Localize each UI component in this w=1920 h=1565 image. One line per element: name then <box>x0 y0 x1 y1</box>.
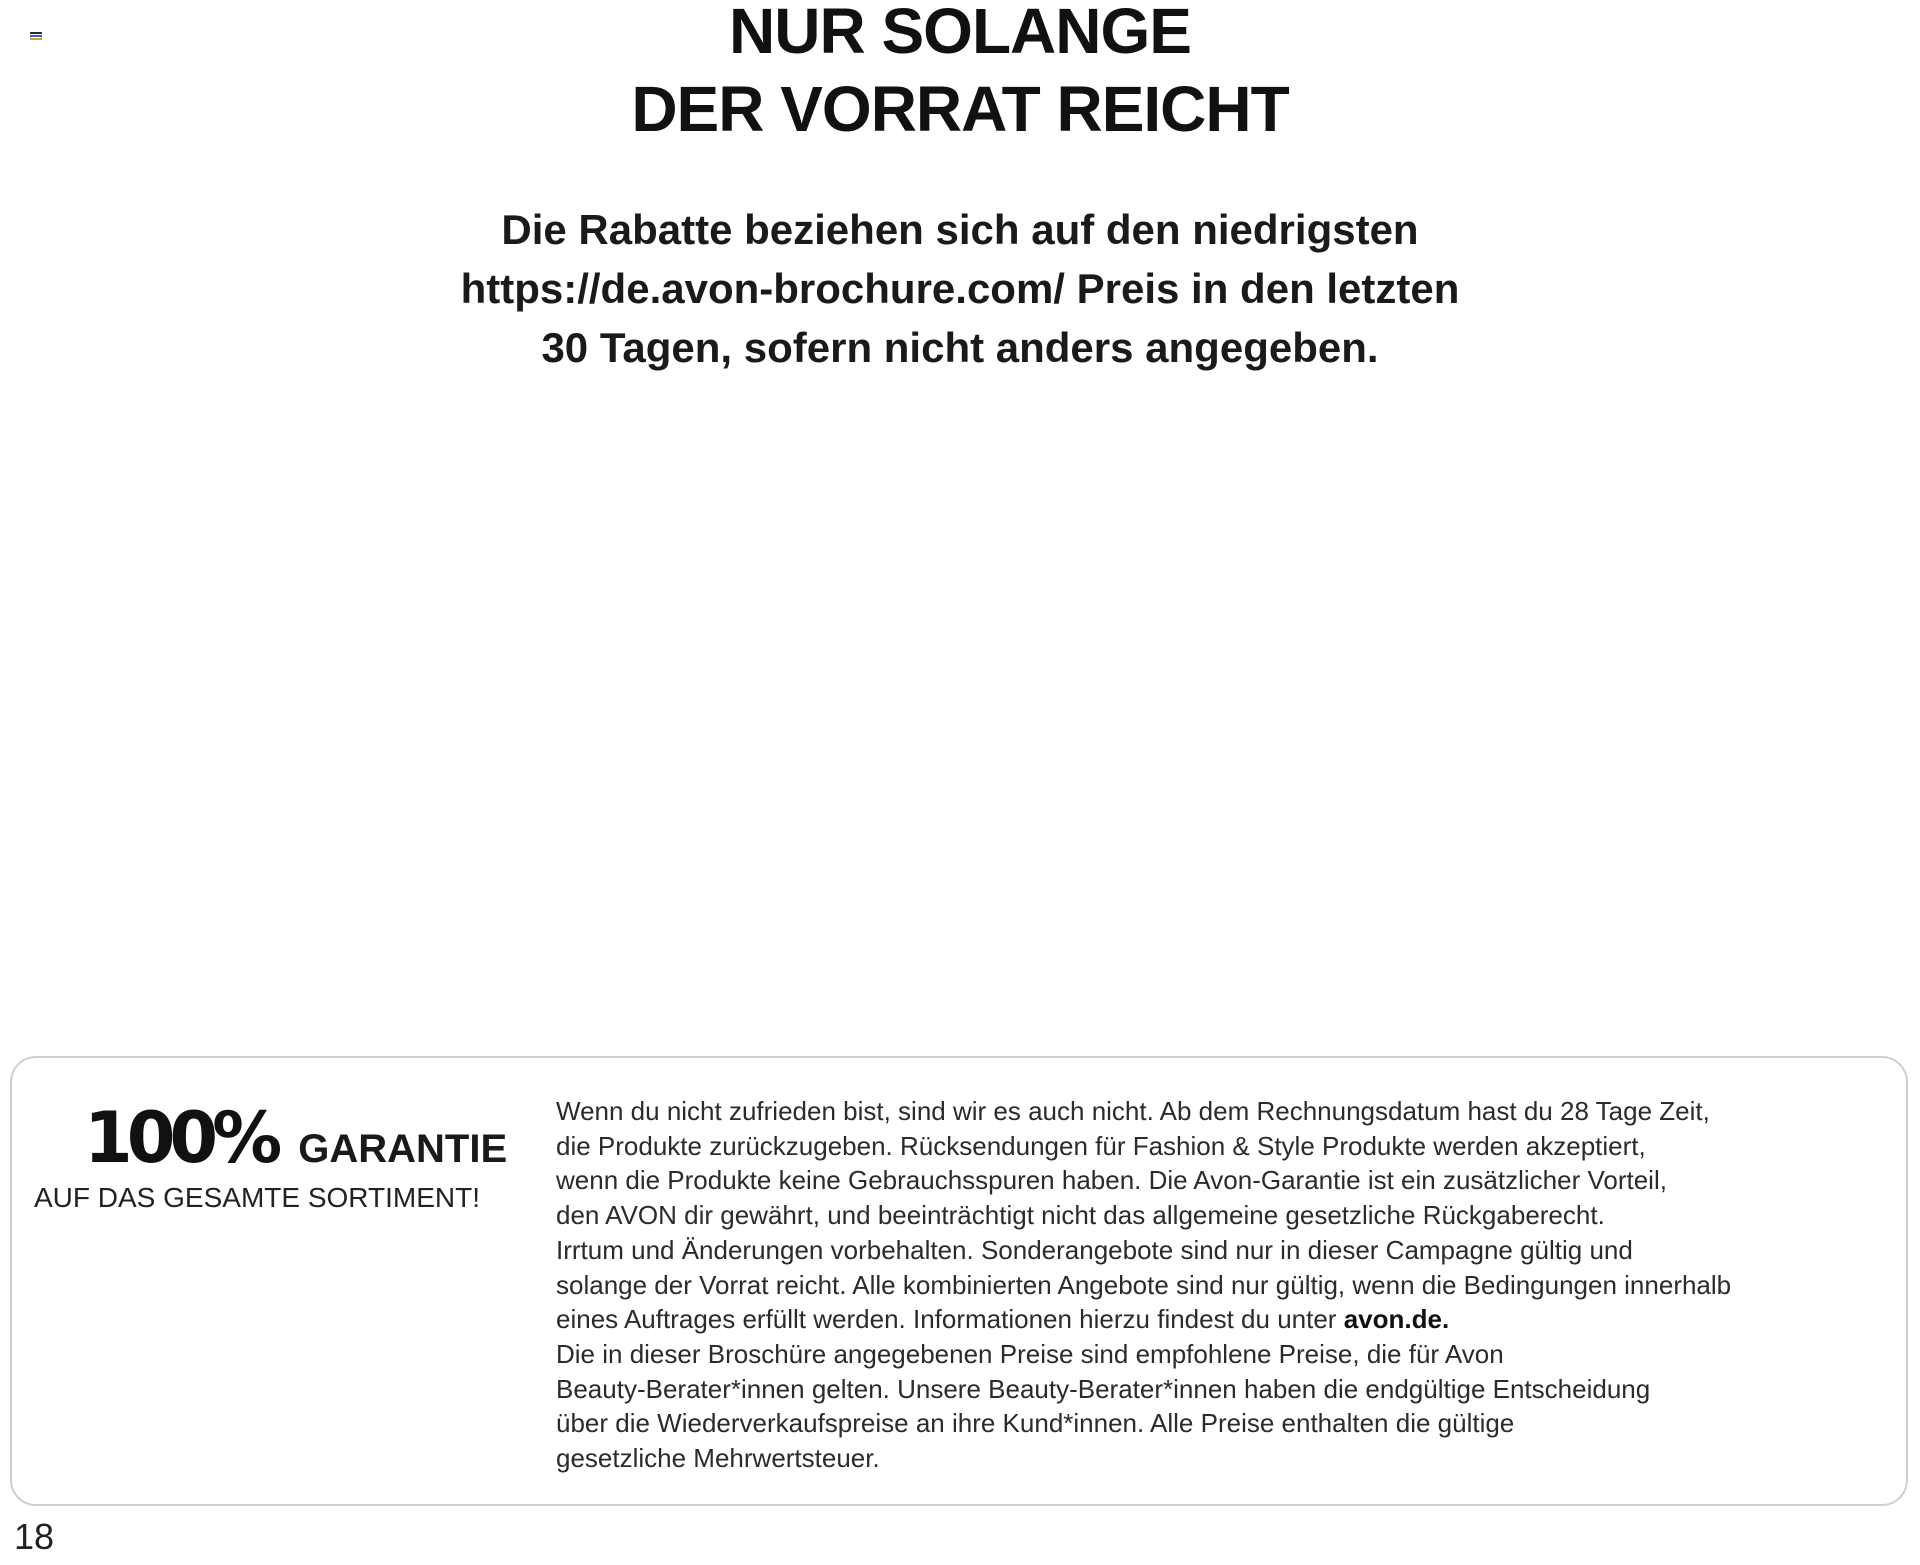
terms-line: über die Wiederverkaufspreise an ihre Kund*innen. Alle Preise enthalten die gültige <box>556 1408 1515 1439</box>
page-title-line: NUR SOLANGE <box>729 0 1191 67</box>
terms-line: solange der Vorrat reicht. Alle kombinierten Angebote sind nur gültig, wenn die Bedingungen innerhalb <box>556 1269 1732 1300</box>
discount-notice-line: Die Rabatte beziehen sich auf den niedrigsten <box>501 206 1419 253</box>
terms-line: Die in dieser Broschüre angegebenen Preise sind empfohlene Preise, die für Avon <box>556 1338 1504 1369</box>
guarantee-terms <box>556 1094 1896 1476</box>
avon-link[interactable]: avon.de. <box>1343 1304 1450 1335</box>
terms-line: Wenn du nicht zufrieden bist, sind wir es auch nicht. Ab dem Rechnungsdatum hast du 28 Tage Zeit, <box>556 1096 1710 1126</box>
terms-line: wenn die Produkte keine Gebrauchsspuren haben. Die Avon-Garantie ist ein zusätzlicher Vorteil, <box>556 1165 1667 1196</box>
page-title-line: DER VORRAT REICHT <box>631 73 1289 145</box>
page-number: 18 <box>14 1516 55 1557</box>
terms-line: Beauty-Berater*innen gelten. Unsere Beauty-Berater*innen haben die endgültige Entscheidung <box>556 1373 1651 1404</box>
guarantee-subtitle: AUF DAS GESAMTE SORTIMENT! <box>34 1182 480 1213</box>
guarantee-badge <box>34 1098 514 1218</box>
guarantee-word: GARANTIE <box>298 1127 508 1171</box>
terms-line: gesetzliche Mehrwertsteuer. <box>556 1443 880 1474</box>
discount-notice-line: 30 Tagen, sofern nicht anders angegeben. <box>541 324 1379 371</box>
terms-line: die Produkte zurückzugeben. Rücksendungen für Fashion & Style Produkte werden akzeptiert, <box>556 1130 1646 1161</box>
discount-notice <box>360 200 1560 377</box>
guarantee-box <box>10 1056 1908 1506</box>
guarantee-percent: 100% <box>84 1097 277 1179</box>
terms-info-text: eines Auftrages erfüllt werden. Informationen hierzu findest du unter <box>556 1304 1337 1335</box>
terms-line: den AVON dir gewährt, und beeinträchtigt nicht das allgemeine gesetzliche Rückgaberecht. <box>556 1200 1605 1231</box>
page-title <box>0 0 1920 148</box>
discount-notice-line: https://de.avon-brochure.com/ Preis in den letzten <box>460 265 1460 312</box>
terms-line <box>556 1302 1896 1337</box>
terms-line: Irrtum und Änderungen vorbehalten. Sonderangebote sind nur in dieser Campagne gültig und <box>556 1234 1633 1265</box>
